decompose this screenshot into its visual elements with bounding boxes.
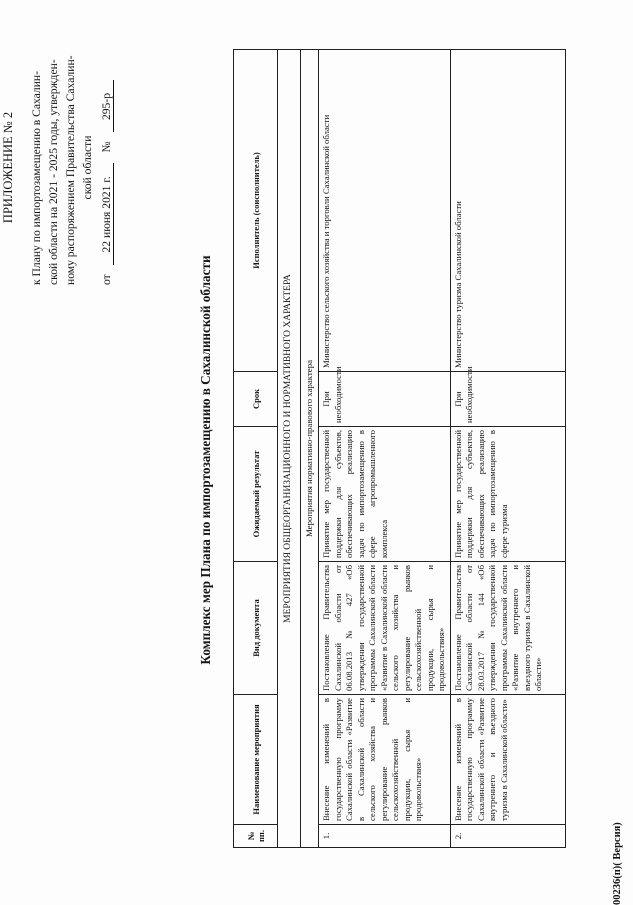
appendix-line: ской области [81,135,94,200]
footer-code: 00236(п)( Версия) [612,822,623,905]
appendix-date-line [98,81,116,286]
number-label: № [100,141,113,153]
table-header-row [234,50,278,848]
section-heading: МЕРОПРИЯТИЯ ОБЩЕОРГАНИЗАЦИОННОГО И НОРМАТИВНОГО ХАРАКТЕРА [278,50,301,848]
section-row [278,50,301,848]
subsection-heading: Мероприятия нормативно-правового характера [300,50,319,848]
cell-result: Принятие мер государственной поддержки для субъектов, обеспечивающих реализацию задач по импортозамещению в сфере туризма [450,427,565,562]
cell-doc: Постановление Правительства Сахалинской области от 28.03.2017 № 144 «Об утверждении государственной программы Сахалинской области «Развитие внутреннего и въездного туризма в Сахалинской области» [450,562,565,695]
appendix-line: ному распоряжением Правительства Сахалин- [64,55,77,285]
order-number: 295-р [100,81,114,133]
header-result: Ожидаемый результат [234,427,278,562]
cell-term: При необходимости [319,372,451,427]
header-num: № пп. [234,825,278,848]
from-label: от [100,274,113,285]
table-row [319,50,451,848]
header-name: Наименование мероприятия [234,695,278,825]
appendix-title: ПРИЛОЖЕНИЕ № 2 [1,111,15,224]
appendix-line: к Плану по импортозамещению в Сахалин- [30,71,43,285]
cell-num: 2. [450,825,565,848]
header-doc: Вид документа [234,562,278,695]
cell-name: Внесение изменений в государственную программу Сахалинской области «Развитие внутреннего и въездного туризма в Сахалинской области» [450,695,565,825]
header-term: Срок [234,372,278,427]
measures-table [233,49,566,848]
appendix-line: ской области на 2021 - 2025 годы, утвержден- [47,59,60,285]
cell-doc: Постановление Правительства Сахалинской области от 06.08.2013 № 427 «Об утверждении государственной программы Сахалинской области «Развитие в Сахалинской области сельского хозяйства и регулирование рынков сельскохозяйственной продукции, сырья и продовольствия» [319,562,451,695]
cell-result: Принятие мер государственной поддержки для субъектов, обеспечивающих реализацию задач по импортозамещению в сфере агропромышленного комплекса [319,427,451,562]
cell-term: При необходимости [450,372,565,427]
cell-name: Внесение изменений в государственную программу Сахалинской области «Развитие в Сахалинской области сельского хозяйства и регулирование рынков сельскохозяйственной продукции, сырья и продовольствия» [319,695,451,825]
approval-date: 22 июня 2021 г. [100,163,114,265]
cell-executor: Министерство туризма Сахалинской области [450,50,565,372]
cell-num: 1. [319,825,451,848]
table-row [450,50,565,848]
page-title: Комплекс мер Плана по импортозамещению в Сахалинской области [198,255,213,665]
subsection-row [300,50,319,848]
cell-executor: Министерство сельского хозяйства и торговли Сахалинской области [319,50,451,372]
header-executor: Исполнитель (соисполнитель) [234,50,278,372]
